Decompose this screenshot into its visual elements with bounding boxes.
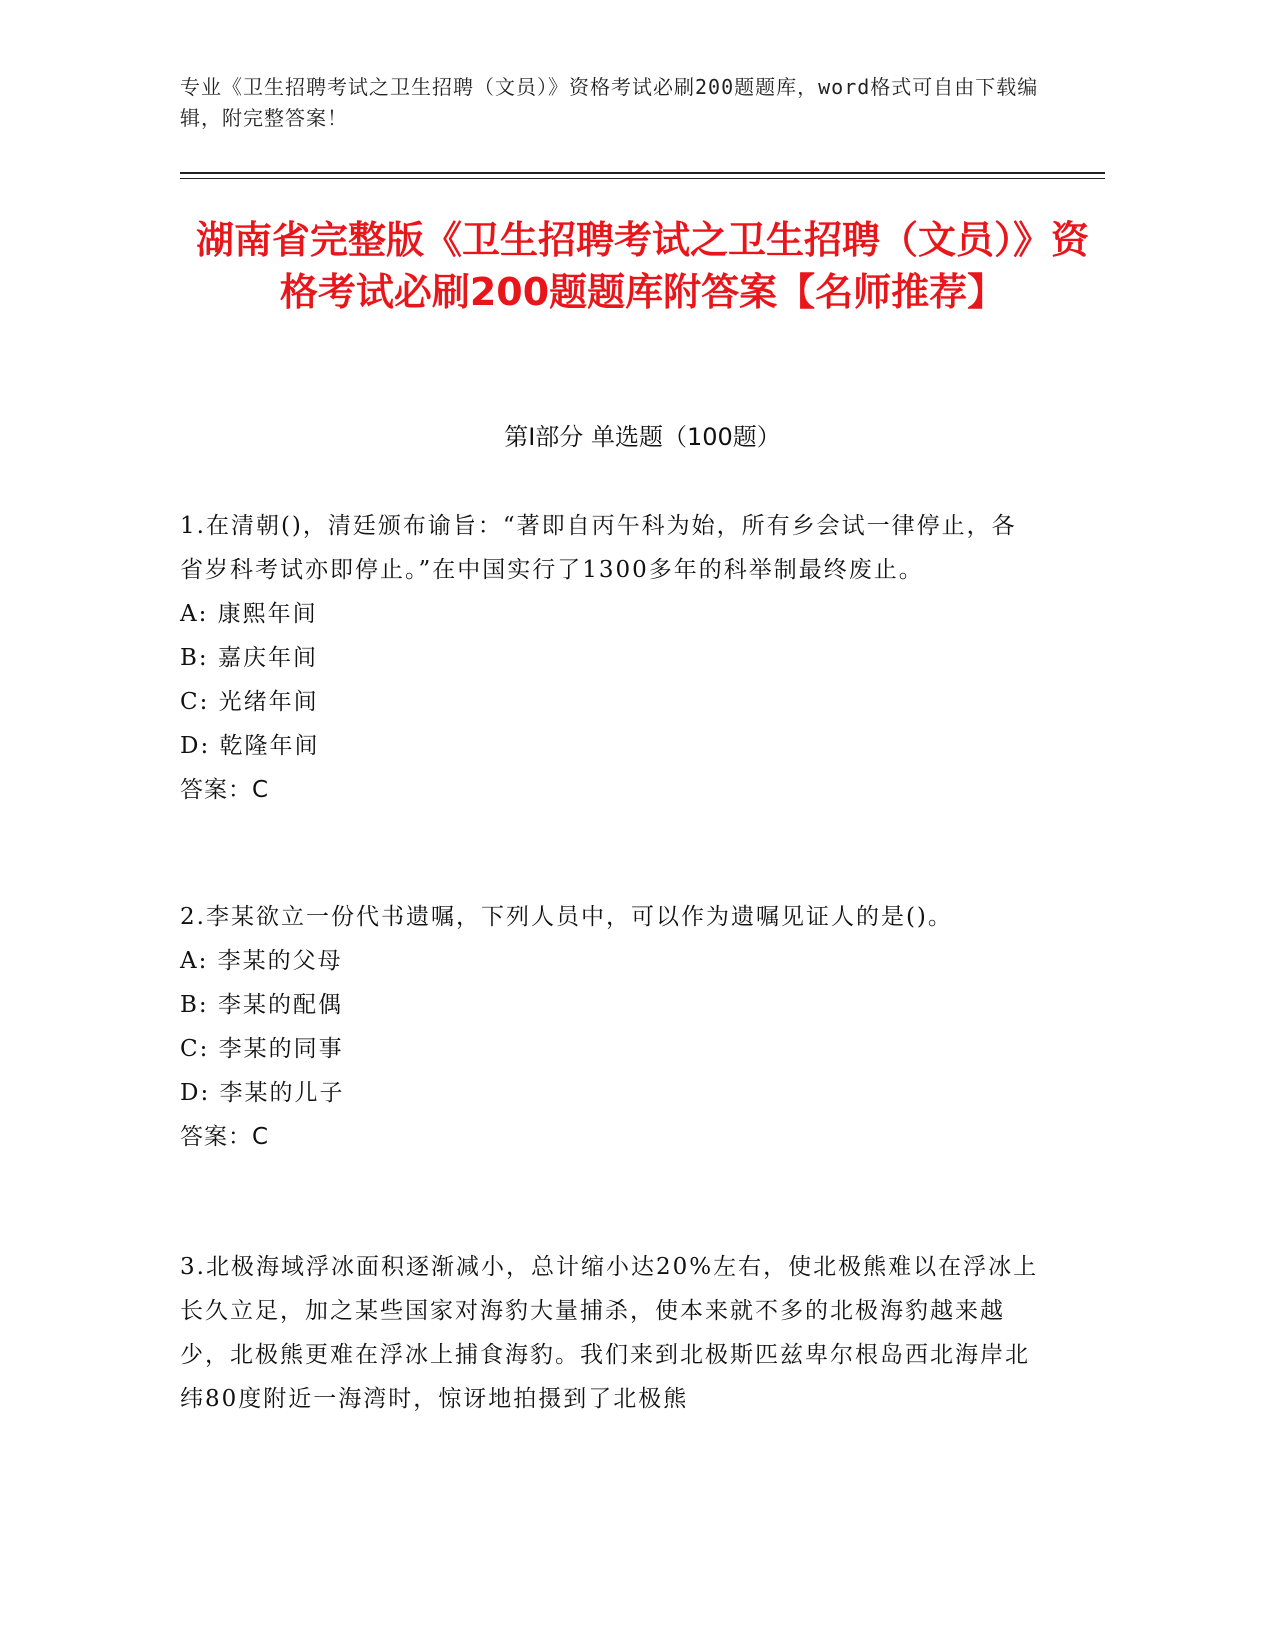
header-note: 专业《卫生招聘考试之卫生招聘（文员）》资格考试必刷200题题库，word格式可自由下载编辑，附完整答案！ [180,75,1039,130]
option-d: D: 乾隆年间 [180,733,320,759]
answer: 答案：C [180,777,270,803]
header-divider-thick [180,172,1105,174]
question-text: 2.李某欲立一份代书遗嘱，下列人员中，可以作为遗嘱见证人的是()。 [180,904,953,930]
option-a: A: 李某的父母 [180,948,343,974]
question-3 [180,1245,1040,1421]
answer: 答案：C [180,1124,270,1150]
question-text: 1.在清朝()，清廷颁布谕旨：“著即自丙午科为始，所有乡会试一律停止，各省岁科考试亦即停止。”在中国实行了1300多年的科举制最终废止。 [180,513,1017,583]
question-2 [180,895,1040,1159]
option-b: B: 李某的配偶 [180,992,343,1018]
section-heading: 第I部分 单选题（100题） [504,423,781,451]
option-c: C: 光绪年间 [180,689,319,715]
option-d: D: 李某的儿子 [180,1080,345,1106]
option-c: C: 李某的同事 [180,1036,344,1062]
question-1 [180,504,1040,812]
option-b: B: 嘉庆年间 [180,645,318,671]
document-title: 湖南省完整版《卫生招聘考试之卫生招聘（文员）》资格考试必刷200题题库附答案【名师推荐】 [195,218,1089,314]
option-a: A: 康熙年间 [180,601,318,627]
header-divider-thin [180,178,1105,179]
question-text: 3.北极海域浮冰面积逐渐减小，总计缩小达20%左右，使北极熊难以在浮冰上长久立足，加之某些国家对海豹大量捕杀，使本来就不多的北极海豹越来越少，北极熊更难在浮冰上捕食海豹。我们来到北极斯匹兹卑尔根岛西北海岸北纬80度附近一海湾时，惊讶地拍摄到了北极熊 [180,1254,1039,1412]
